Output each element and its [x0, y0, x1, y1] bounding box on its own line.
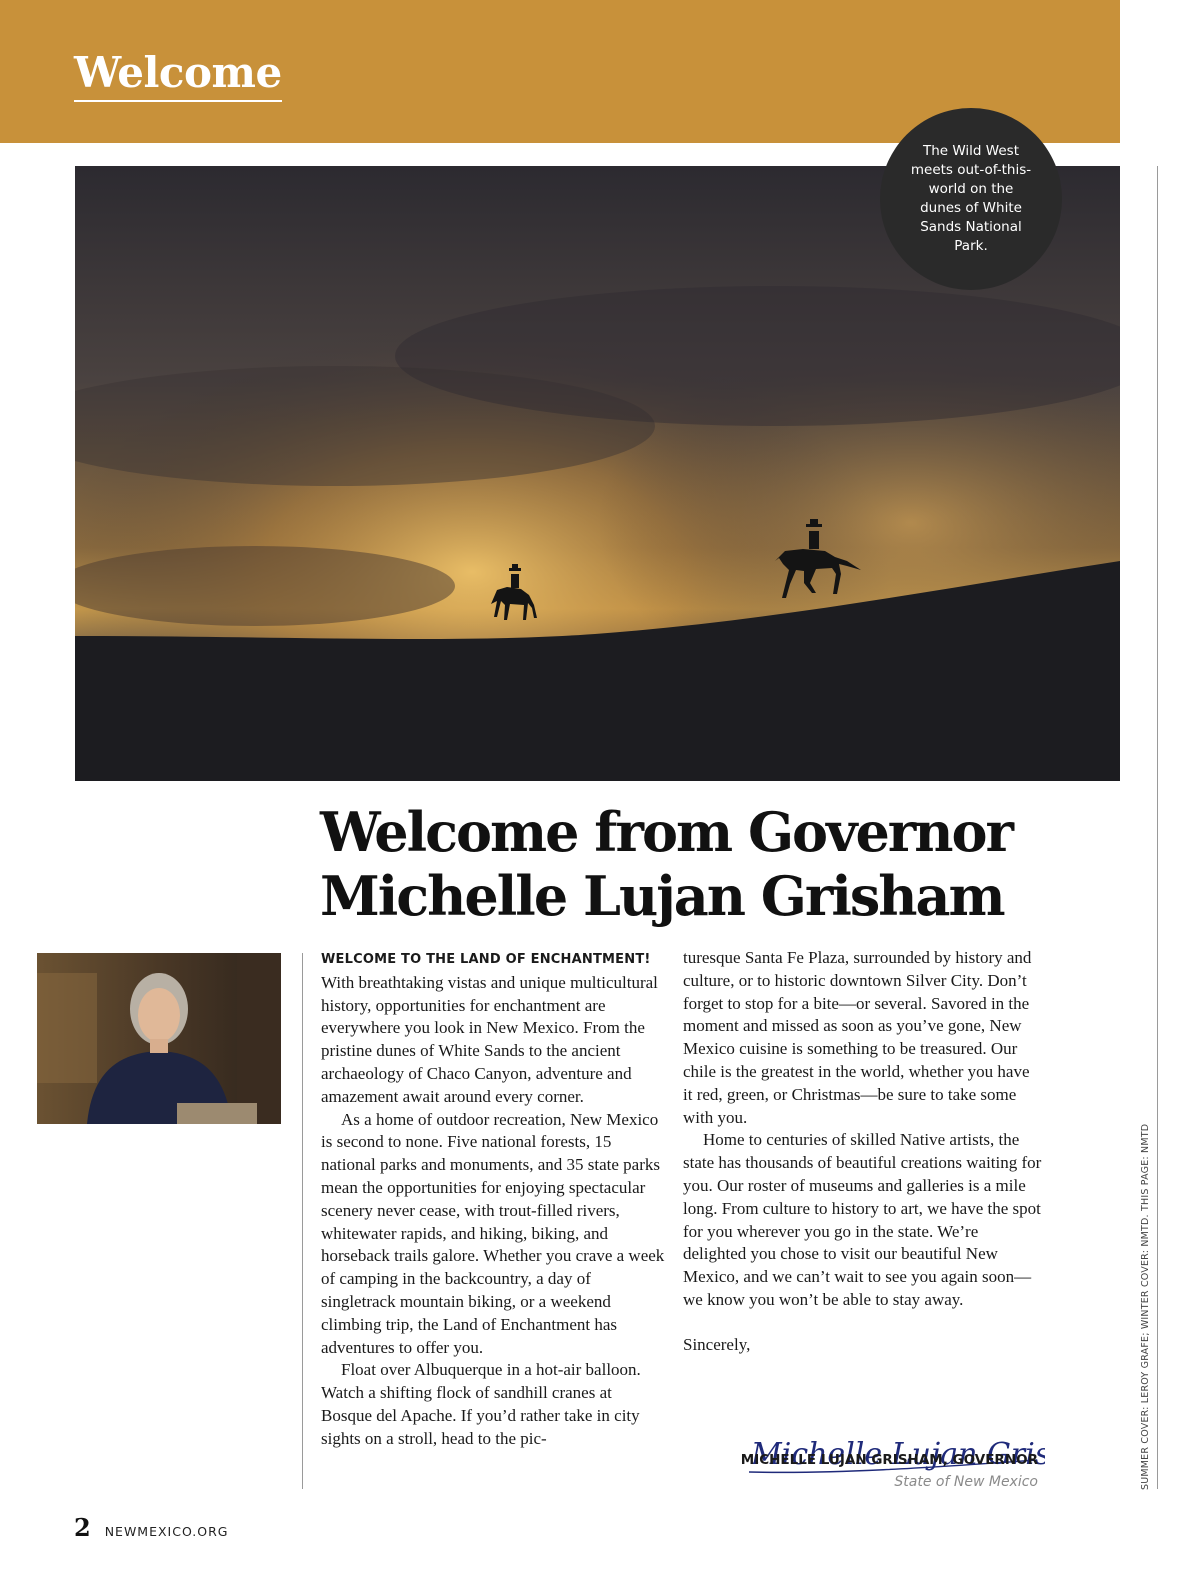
- article-column-2: [683, 947, 1043, 1357]
- section-title: Welcome: [74, 48, 282, 102]
- paragraph: Float over Albuquerque in a hot-air balloon. Watch a shifting flock of sandhill cranes at Bosque del Apache. If you’d rather take in city sights on a stroll, head to the pic-: [321, 1360, 641, 1448]
- governor-portrait: [37, 953, 281, 1124]
- closing: Sincerely,: [683, 1334, 751, 1354]
- paragraph: [321, 947, 666, 1109]
- lead-in: WELCOME TO THE LAND OF ENCHANTMENT!: [321, 952, 651, 967]
- right-margin-rule: [1157, 166, 1158, 1489]
- paragraph: Home to centuries of skilled Native artists, the state has thousands of beautiful creations waiting for you. Our roster of museums and galleries is a mile long. From culture to history to art, we have the spot for you wherever you go in the state. We’re delighted you chose to visit our beautiful New Mexico, and we can’t wait to see you again soon—we know you won’t be able to stay away.: [683, 1130, 1042, 1309]
- signer-title: State of New Mexico: [894, 1474, 1038, 1490]
- headline-line-1: Welcome from Governor: [320, 800, 1012, 864]
- site-url: NEWMEXICO.ORG: [104, 1524, 229, 1539]
- article-column-1: [321, 947, 666, 1451]
- headline-line-2: Michelle Lujan Grisham: [320, 864, 1004, 928]
- signer-name: MICHELLE LUJAN GRISHAM, GOVERNOR: [740, 1452, 1038, 1468]
- page-number: 2: [74, 1513, 91, 1542]
- paragraph-text: With breathtaking vistas and unique multicultural history, opportunities for enchantment are everywhere you look in New Mexico. From the pristine dunes of White Sands to the ancient archaeology of Chaco Canyon, adventure and amazement await around every corner.: [321, 972, 658, 1106]
- column-divider: [302, 953, 303, 1489]
- article-headline: [320, 800, 1080, 928]
- page-footer: [74, 1513, 229, 1542]
- signature-text: Michelle Lujan Gri: [751, 1437, 1035, 1472]
- paragraph: turesque Santa Fe Plaza, surrounded by history and culture, or to historic downtown Silver City. Don’t forget to stop for a bite—or several. Savored in the moment and missed as soon as you’ve gone, New Mexico cuisine is something to be treasured. Our chile is the greatest in the world, whether you have it red, green, or Christmas—be sure to take some with you.: [683, 948, 1032, 1127]
- paragraph: As a home of outdoor recreation, New Mexico is second to none. Five national forests, 15 national parks and monuments, and 35 state parks mean the opportunities for enjoying spectacular scenery never cease, with trout-filled rivers, whitewater rapids, and hiking, biking, and horseback trails galore. Whether you crave a week of camping in the backcountry, a day of singletrack mountain biking, or a weekend climbing trip, the Land of Enchantment has adventures to offer you.: [321, 1109, 665, 1357]
- photo-credit: SUMMER COVER: LEROY GRAFE; WINTER COVER: NMTD. THIS PAGE: NMTD: [1140, 1123, 1151, 1490]
- photo-caption-badge: The Wild West meets out-of-this-world on the dunes of White Sands National Park.: [880, 108, 1062, 290]
